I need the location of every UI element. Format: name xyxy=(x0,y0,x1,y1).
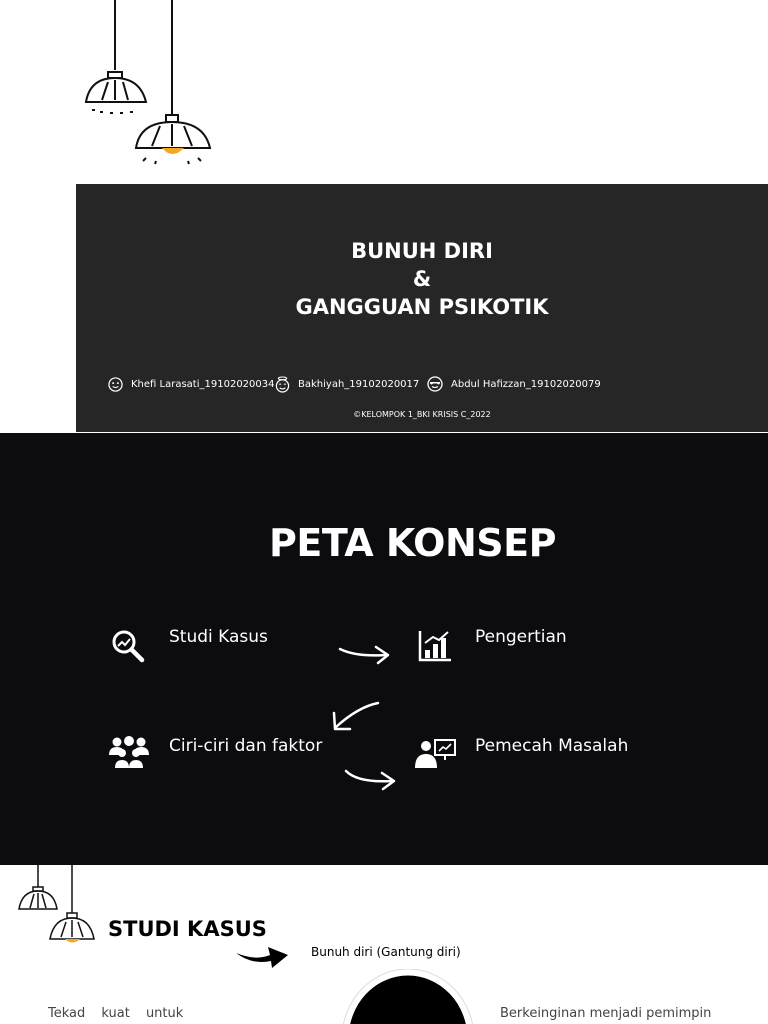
slide-1 xyxy=(0,0,768,432)
case-study-title: STUDI KASUS xyxy=(108,917,267,941)
angel-face-icon xyxy=(275,376,290,393)
case-study-left-text: Tekad kuat untuk xyxy=(48,1006,184,1021)
author-1-name: Khefi Larasati_19102020034 xyxy=(131,378,275,390)
hanging-lamps-icon xyxy=(80,0,220,170)
arrow-right-icon-2 xyxy=(340,765,400,793)
case-study-right-text: Berkeinginan menjadi pemimpin xyxy=(500,1006,712,1021)
concept-pengertian: Pengertian xyxy=(475,627,567,647)
case-study-subtitle: Bunuh diri (Gantung diri) xyxy=(311,945,461,959)
title-slide-panel xyxy=(76,184,768,432)
title-line-3: GANGGUAN PSIKOTIK xyxy=(295,295,549,319)
concept-studi-kasus: Studi Kasus xyxy=(169,627,268,647)
concept-pemecah-masalah: Pemecah Masalah xyxy=(475,736,629,756)
concept-map-title: PETA KONSEP xyxy=(269,521,556,565)
people-group-icon xyxy=(108,735,150,769)
author-3 xyxy=(427,374,601,394)
author-2 xyxy=(275,374,419,394)
smiley-face-icon xyxy=(108,377,123,392)
thick-arrow-right-icon xyxy=(234,939,290,969)
hanging-lamps-small-icon xyxy=(14,865,98,947)
sunglasses-face-icon xyxy=(427,376,443,392)
author-2-name: Bakhiyah_19102020017 xyxy=(298,378,420,390)
dark-head-silhouette-icon xyxy=(338,969,478,1024)
slide-3 xyxy=(0,865,768,1024)
author-1 xyxy=(108,374,275,394)
copyright-text: ©KELOMPOK 1_BKI KRISIS C_2022 xyxy=(353,410,491,419)
arrow-right-icon xyxy=(336,641,396,667)
author-3-name: Abdul Hafizzan_19102020079 xyxy=(451,378,601,390)
title-line-2: & xyxy=(412,267,432,291)
concept-ciri-ciri: Ciri-ciri dan faktor xyxy=(169,736,323,756)
presenter-board-icon xyxy=(415,738,457,768)
magnifier-chart-icon xyxy=(110,628,146,664)
arrow-down-left-icon xyxy=(328,699,382,733)
bar-chart-icon xyxy=(417,629,453,663)
title-line-1: BUNUH DIRI xyxy=(351,239,493,263)
slide-2 xyxy=(0,433,768,865)
